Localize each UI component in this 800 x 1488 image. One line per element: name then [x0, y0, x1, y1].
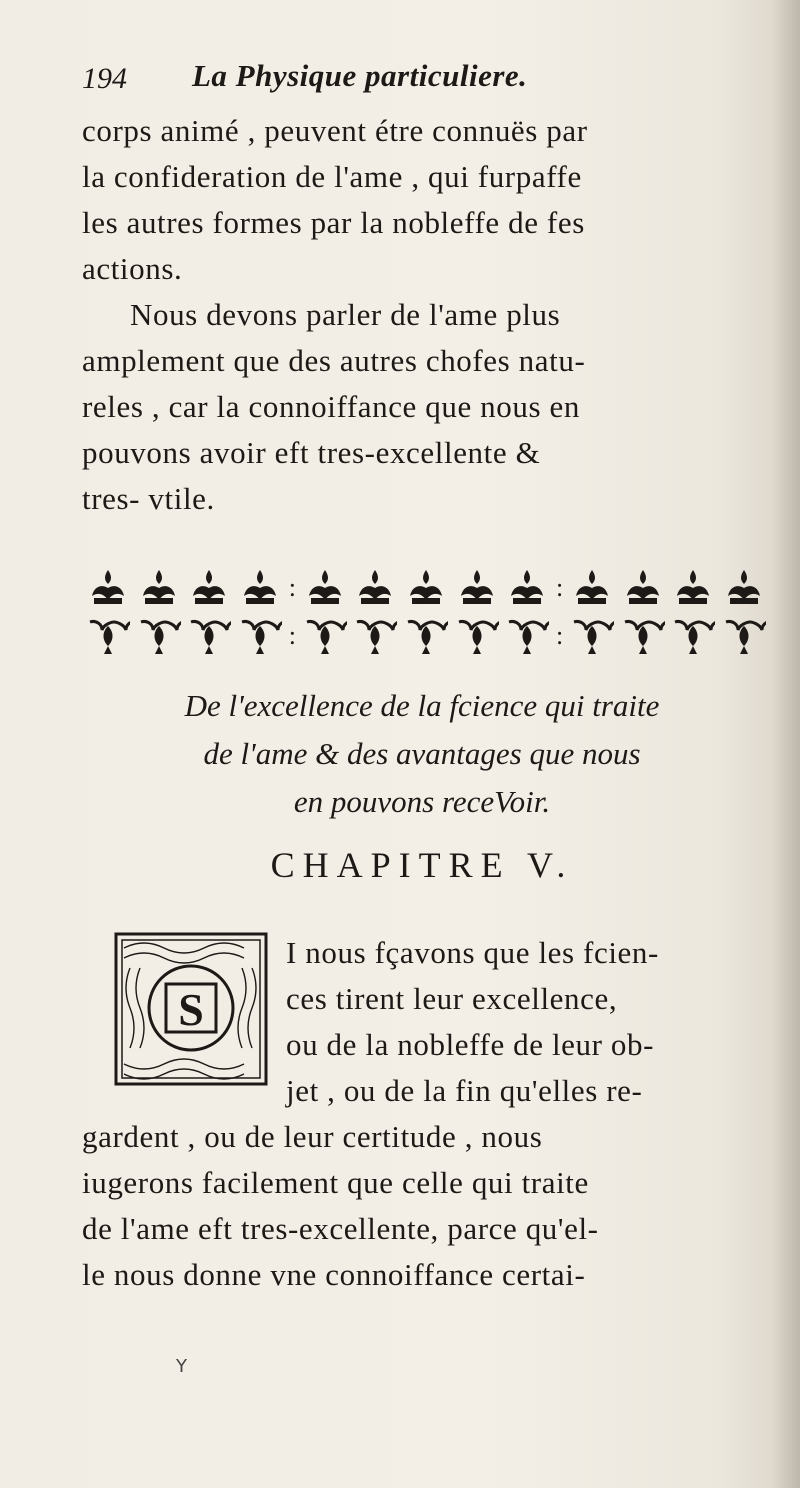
fleuron-icon — [187, 566, 231, 610]
paragraph-1 — [82, 108, 742, 292]
colon-separator: : — [555, 621, 564, 650]
text-line: jet , ou de la fin qu'elles re- — [286, 1073, 643, 1108]
text-line: reles , car la connoiffance que nous en — [82, 389, 580, 424]
fleuron-icon — [86, 614, 130, 658]
fleuron-border-upper — [86, 566, 766, 610]
fleuron-icon — [722, 566, 766, 610]
page-number: 194 — [82, 62, 127, 95]
text-line: ces tirent leur excellence, — [286, 981, 618, 1016]
text-line: iugerons facilement que celle qui traite — [82, 1165, 589, 1200]
paragraph-2 — [82, 292, 742, 522]
fleuron-icon — [404, 614, 448, 658]
fleuron-icon — [137, 566, 181, 610]
fleuron-icon — [570, 614, 614, 658]
colon-separator: : — [288, 573, 296, 602]
fleuron-icon — [353, 614, 397, 658]
text-line: le nous donne vne connoiffance certai- — [82, 1257, 586, 1292]
fleuron-icon — [455, 566, 499, 610]
fleuron-icon — [187, 614, 231, 658]
fleuron-icon — [621, 566, 665, 610]
paragraph-3-full — [82, 1114, 742, 1298]
fleuron-icon — [303, 566, 347, 610]
fleuron-icon — [671, 614, 715, 658]
decorated-initial — [108, 928, 278, 1098]
fleuron-icon — [353, 566, 397, 610]
running-title: La Physique particuliere. — [192, 58, 528, 93]
signature-mark: Y — [176, 1356, 187, 1377]
text-line: actions. — [82, 251, 183, 286]
subheading-line: De l'excellence de la fcience qui traite — [184, 688, 660, 723]
fleuron-icon — [404, 566, 448, 610]
text-line: ou de la nobleffe de leur ob- — [286, 1027, 655, 1062]
fleuron-icon — [570, 566, 614, 610]
fleuron-icon — [238, 566, 282, 610]
fleuron-icon — [137, 614, 181, 658]
text-line: pouvons avoir eft tres-excellente & — [82, 435, 541, 470]
fleuron-border-lower — [86, 614, 766, 658]
subheading-line: de l'ame & des avantages que nous — [203, 736, 641, 771]
fleuron-icon — [671, 566, 715, 610]
running-header — [82, 58, 722, 98]
chapter-subheading — [82, 682, 762, 826]
fleuron-icon — [505, 614, 549, 658]
text-line: Nous devons parler de l'ame plus — [130, 297, 561, 332]
paragraph-3-wrapped — [286, 930, 766, 1114]
text-line: amplement que des autres chofes natu- — [82, 343, 586, 378]
subheading-line: en pouvons receVoir. — [293, 784, 551, 819]
chapter-title: CHAPITRE V. — [270, 845, 574, 885]
text-line: de l'ame eft tres-excellente, parce qu'el- — [82, 1211, 599, 1246]
fleuron-icon — [505, 566, 549, 610]
decorated-initial-frame-icon — [108, 928, 278, 1098]
page-edge-shadow — [772, 0, 800, 1488]
dropcap-letter: S — [178, 984, 204, 1035]
fleuron-icon — [455, 614, 499, 658]
colon-separator: : — [288, 621, 296, 650]
fleuron-icon — [303, 614, 347, 658]
text-line: tres- vtile. — [82, 481, 215, 516]
text-line: corps animé , peuvent étre connuës par — [82, 113, 588, 148]
fleuron-icon — [621, 614, 665, 658]
fleuron-icon — [86, 566, 130, 610]
colon-separator: : — [555, 573, 564, 602]
text-line: I nous fçavons que les fcien- — [286, 935, 659, 970]
fleuron-icon — [722, 614, 766, 658]
text-line: les autres formes par la nobleffe de fes — [82, 205, 585, 240]
text-line: gardent , ou de leur certitude , nous — [82, 1119, 543, 1154]
fleuron-icon — [238, 614, 282, 658]
text-line: la confideration de l'ame , qui furpaffe — [82, 159, 582, 194]
